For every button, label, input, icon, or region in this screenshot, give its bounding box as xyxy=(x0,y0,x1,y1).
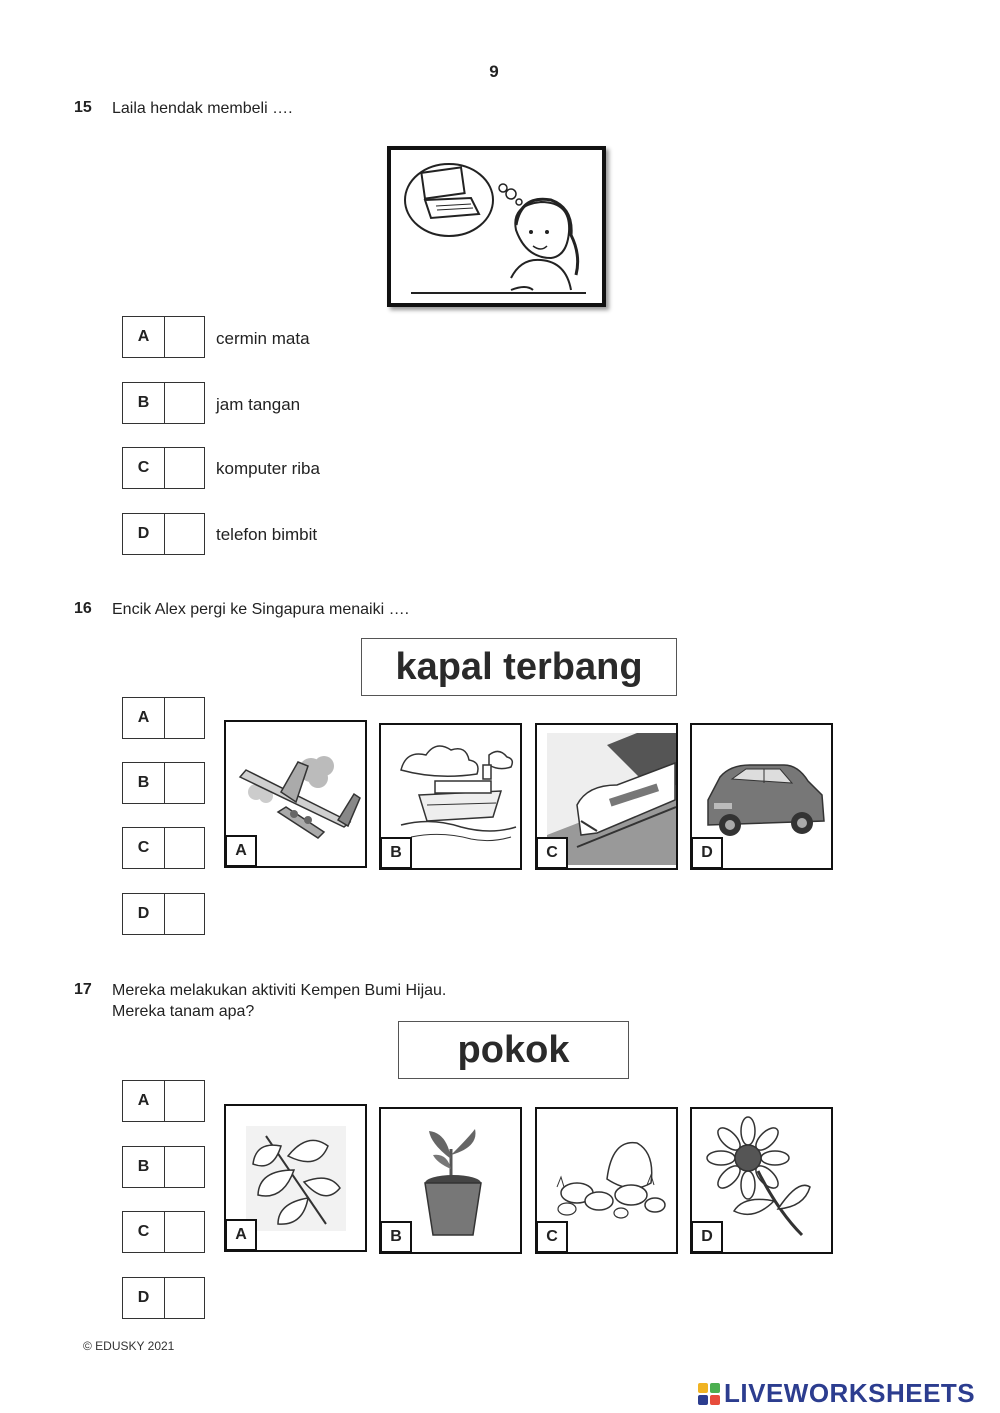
q17-option-b[interactable] xyxy=(122,1146,205,1188)
q15-option-c-text: komputer riba xyxy=(216,459,320,478)
picture-label: C xyxy=(536,1221,568,1253)
answer-tick-box[interactable] xyxy=(165,514,204,554)
answer-tick-box[interactable] xyxy=(165,1278,204,1318)
answer-tick-box[interactable] xyxy=(165,1081,204,1121)
question-15-text: Laila hendak membeli …. xyxy=(112,100,293,117)
answer-tick-box[interactable] xyxy=(165,1147,204,1187)
answer-tick-box[interactable] xyxy=(165,317,204,357)
question-17-number: 17 xyxy=(74,981,92,998)
picture-label: B xyxy=(380,837,412,869)
option-letter: A xyxy=(123,698,165,738)
q16-picture-a xyxy=(224,720,367,868)
page-number: 9 xyxy=(489,62,499,81)
q15-option-d-text: telefon bimbit xyxy=(216,525,318,544)
question-15-illustration xyxy=(387,146,606,307)
option-letter: B xyxy=(123,763,165,803)
option-letter: C xyxy=(123,448,165,488)
q16-option-a[interactable] xyxy=(122,697,205,739)
picture-label: A xyxy=(225,1219,257,1251)
q15-option-b[interactable] xyxy=(122,382,205,424)
q17-option-d[interactable] xyxy=(122,1277,205,1319)
option-letter: A xyxy=(123,1081,165,1121)
girl-thinking-laptop-icon xyxy=(391,150,602,303)
q16-picture-c xyxy=(535,723,678,870)
q16-option-c[interactable] xyxy=(122,827,205,869)
q15-option-a-text: cermin mata xyxy=(216,329,310,348)
option-letter: D xyxy=(123,894,165,934)
picture-label: A xyxy=(225,835,257,867)
answer-tick-box[interactable] xyxy=(165,763,204,803)
answer-tick-box[interactable] xyxy=(165,448,204,488)
answer-tick-box[interactable] xyxy=(165,383,204,423)
option-letter: A xyxy=(123,317,165,357)
answer-tick-box[interactable] xyxy=(165,1212,204,1252)
answer-tick-box[interactable] xyxy=(165,894,204,934)
q17-picture-d xyxy=(690,1107,833,1254)
question-17-text-line2: Mereka tanam apa? xyxy=(112,1003,255,1020)
liveworksheets-logo-text: LIVEWORKSHEETS xyxy=(724,1378,976,1408)
option-letter: B xyxy=(123,1147,165,1187)
q17-option-c[interactable] xyxy=(122,1211,205,1253)
picture-label: D xyxy=(691,1221,723,1253)
option-letter: C xyxy=(123,1212,165,1252)
q17-option-a[interactable] xyxy=(122,1080,205,1122)
option-letter: D xyxy=(123,1278,165,1318)
picture-label: D xyxy=(691,837,723,869)
picture-label: B xyxy=(380,1221,412,1253)
q15-option-d[interactable] xyxy=(122,513,205,555)
answer-tick-box[interactable] xyxy=(165,698,204,738)
option-letter: B xyxy=(123,383,165,423)
picture-label: C xyxy=(536,837,568,869)
q17-picture-c xyxy=(535,1107,678,1254)
option-letter: C xyxy=(123,828,165,868)
q16-answer-word: kapal terbang xyxy=(361,638,677,696)
q17-picture-b xyxy=(379,1107,522,1254)
q16-picture-b xyxy=(379,723,522,870)
copyright-text: © EDUSKY 2021 xyxy=(83,1339,175,1353)
question-17-text-line1: Mereka melakukan aktiviti Kempen Bumi Hijau. xyxy=(112,982,447,999)
q16-option-b[interactable] xyxy=(122,762,205,804)
option-letter: D xyxy=(123,514,165,554)
liveworksheets-logo xyxy=(698,1378,975,1409)
question-16-text: Encik Alex pergi ke Singapura menaiki …. xyxy=(112,601,410,618)
q16-option-d[interactable] xyxy=(122,893,205,935)
q15-option-c[interactable] xyxy=(122,447,205,489)
question-15-number: 15 xyxy=(74,99,92,116)
q15-option-b-text: jam tangan xyxy=(216,395,301,414)
liveworksheets-logo-icon xyxy=(698,1383,720,1405)
question-16-number: 16 xyxy=(74,600,92,617)
answer-tick-box[interactable] xyxy=(165,828,204,868)
q16-picture-d xyxy=(690,723,833,870)
q15-option-a[interactable] xyxy=(122,316,205,358)
q17-picture-a xyxy=(224,1104,367,1252)
q17-answer-word: pokok xyxy=(398,1021,629,1079)
